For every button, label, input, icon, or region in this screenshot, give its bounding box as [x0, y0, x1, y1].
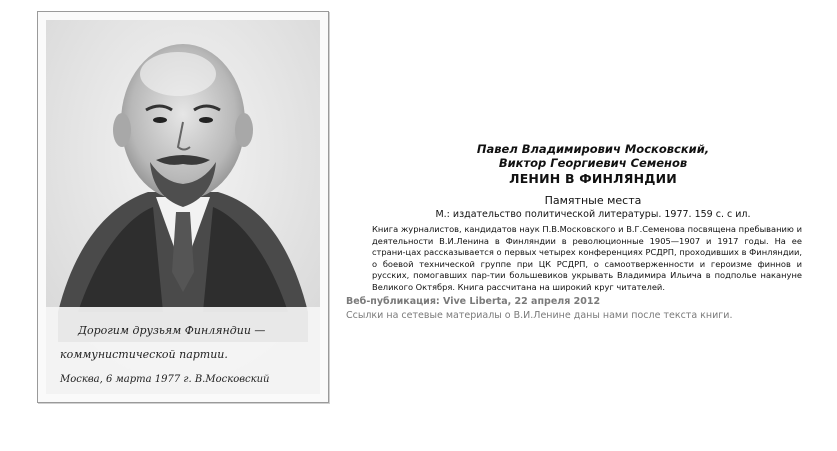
- web-publication-note: Веб-публикация: Vive Liberta, 22 апреля 2012: [346, 296, 601, 307]
- book-metadata: [346, 142, 810, 293]
- book-subtitle: Памятные места: [544, 194, 642, 207]
- links-note: Ссылки на сетевые материалы о В.И.Ленине даны нами после текста книги.: [346, 310, 733, 321]
- inscription-line-1: Дорогим друзьям Финляндии —: [78, 324, 266, 337]
- book-title: ЛЕНИН В ФИНЛЯНДИИ: [509, 171, 677, 186]
- portrait-drawing: [38, 12, 328, 402]
- book-annotation: Книга журналистов, кандидатов наук П.В.Московского и В.Г.Семенова посвящена пребыванию и деятельности В.И.Ленина в Финляндии в революционные 1905—1907 и 1917 годы. На ее страни-цах рассказывается о первых четырех конференциях РСДРП, проходивших в Финляндии, о боевой технической группе при ЦК РСДРП, о самоотверженности и героизме финнов и русских, помогавших пар-тии большевиков укрывать Владимира Ильича в подполье накануне Великого Октября. Книга рассчитана на широкий круг читателей.: [372, 224, 802, 292]
- book-imprint: М.: издательство политической литературы. 1977. 159 с. с ил.: [435, 209, 751, 220]
- author-1: Павел Владимирович Московский,: [476, 142, 710, 156]
- book-authors: [376, 142, 810, 170]
- inscription-line-2: коммунистической партии.: [60, 348, 228, 361]
- inscription-line-3: Москва, 6 марта 1977 г. В.Московский: [60, 374, 270, 385]
- author-2: Виктор Георгиевич Семенов: [498, 156, 688, 170]
- portrait-image: [37, 11, 329, 403]
